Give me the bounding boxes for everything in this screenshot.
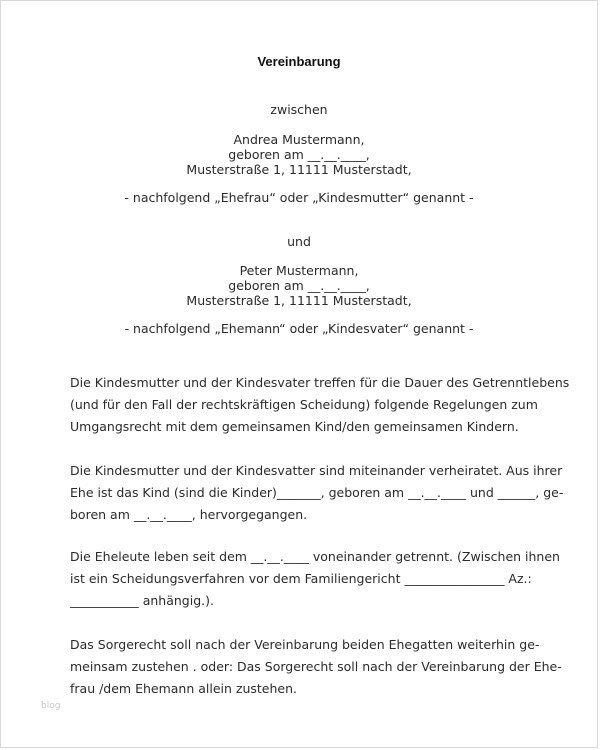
party2-birthdate: geboren am __.__.____, xyxy=(228,278,370,293)
paragraph-line: ist ein Scheidungsverfahren vor dem Familiengericht ________________ Az.: xyxy=(70,571,532,586)
paragraph-ehe-kinder xyxy=(70,460,564,526)
party2-name: Peter Mustermann, xyxy=(239,263,359,278)
party1-name: Andrea Mustermann, xyxy=(233,132,365,147)
paragraph-umgangsrecht xyxy=(70,372,570,438)
paragraph-line: Die Kindesmutter und der Kindesvater treffen für die Dauer des Getrenntlebens xyxy=(70,375,570,390)
paragraph-getrennt xyxy=(70,546,560,612)
paragraph-line: Die Eheleute leben seit dem __.__.____ voneinander getrennt. (Zwischen ihnen xyxy=(70,549,560,564)
paragraph-line: Umgangsrecht mit dem gemeinsamen Kind/den gemeinsamen Kindern. xyxy=(70,419,519,434)
paragraph-line: frau /dem Ehemann allein zustehen. xyxy=(70,681,298,696)
watermark-text: blog xyxy=(41,701,61,711)
paragraph-line: ___________ anhängig.). xyxy=(70,593,214,608)
paragraph-line: Ehe ist das Kind (sind die Kinder)_______, geboren am __.__.____ und ______, ge- xyxy=(70,485,564,500)
and-text: und xyxy=(287,234,311,249)
between-text: zwischen xyxy=(270,102,328,117)
party2-role: - nachfolgend „Ehemann“ oder „Kindesvater“ genannt - xyxy=(124,321,474,336)
paragraph-line: (und für den Fall der rechtskräftigen Scheidung) folgende Regelungen zum xyxy=(70,397,538,412)
paragraph-sorgerecht xyxy=(70,634,562,700)
party2-address: Musterstraße 1, 11111 Musterstadt, xyxy=(186,293,412,308)
party1-address: Musterstraße 1, 11111 Musterstadt, xyxy=(186,162,412,177)
paragraph-line: Die Kindesmutter und der Kindesvatter sind miteinander verheiratet. Aus ihrer xyxy=(70,463,563,478)
paragraph-line: Das Sorgerecht soll nach der Vereinbarung beiden Ehegatten weiterhin ge- xyxy=(70,637,540,652)
party1-role: - nachfolgend „Ehefrau“ oder „Kindesmutter“ genannt - xyxy=(124,190,474,205)
paragraph-line: boren am __.__.____, hervorgegangen. xyxy=(70,507,308,522)
party1-birthdate: geboren am __.__.____, xyxy=(228,147,370,162)
paragraph-line: meinsam zustehen . oder: Das Sorgerecht soll nach der Vereinbarung der Ehe- xyxy=(70,659,562,674)
document-title: Vereinbarung xyxy=(257,54,341,69)
